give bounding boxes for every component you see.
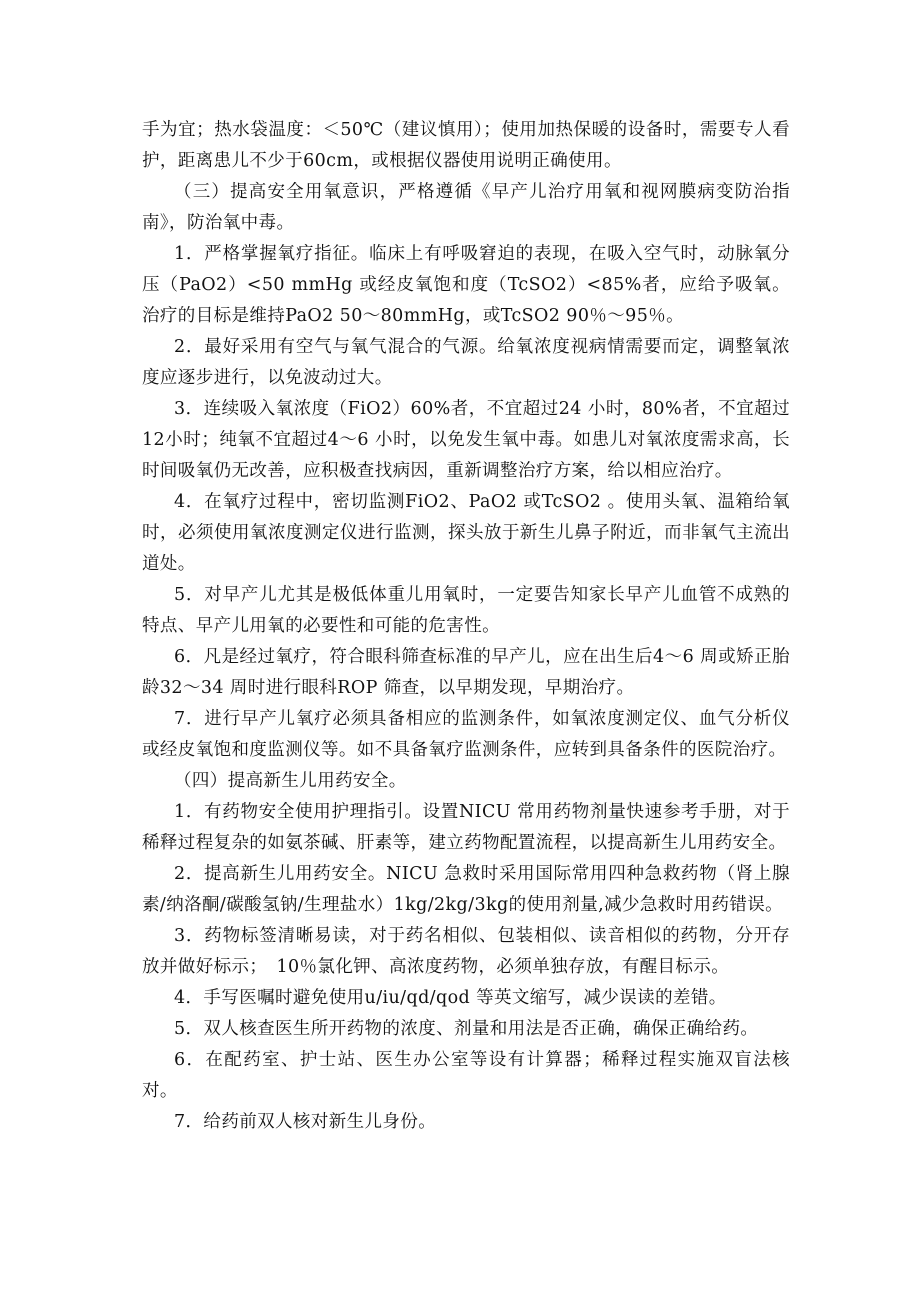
paragraph: 6．在配药室、护士站、医生办公室等设有计算器；稀释过程实施双盲法核对。: [142, 1050, 790, 1101]
paragraph: 6．凡是经过氧疗，符合眼科筛查标准的早产儿，应在出生后4～6 周或矫正胎龄32～34 周时进行眼科ROP 筛查，以早期发现，早期治疗。: [142, 647, 790, 698]
paragraph: 4．手写医嘱时避免使用u/iu/qd/qod 等英文缩写，减少误读的差错。: [174, 988, 727, 1008]
paragraph: 3．药物标签清晰易读，对于药名相似、包装相似、读音相似的药物，分开存放并做好标示； 10％氯化钾、高浓度药物，必须单独存放，有醒目标示。: [142, 926, 790, 977]
paragraph: 手为宜；热水袋温度：＜50℃（建议慎用）；使用加热保暖的设备时，需要专人看护，距离患儿不少于60cm，或根据仪器使用说明正确使用。: [142, 120, 790, 171]
paragraph: 4．在氧疗过程中，密切监测FiO2、PaO2 或TcSO2 。使用头氧、温箱给氧时，必须使用氧浓度测定仪进行监测，探头放于新生儿鼻子附近，而非氧气主流出道处。: [142, 492, 790, 574]
paragraph: 7．给药前双人核对新生儿身份。: [174, 1112, 437, 1132]
paragraph: 2．最好采用有空气与氧气混合的气源。给氧浓度视病情需要而定，调整氧浓度应逐步进行，以免波动过大。: [142, 337, 790, 388]
paragraph: 5．双人核查医生所开药物的浓度、剂量和用法是否正确，确保正确给药。: [174, 1019, 759, 1039]
paragraph: 1．有药物安全使用护理指引。设置NICU 常用药物剂量快速参考手册，对于稀释过程复杂的如氨茶碱、肝素等，建立药物配置流程，以提高新生儿用药安全。: [142, 802, 790, 853]
section-heading-4: （四）提高新生儿用药安全。: [174, 771, 407, 791]
paragraph: 3．连续吸入氧浓度（FiO2）60%者，不宜超过24 小时，80%者，不宜超过12小时；纯氧不宜超过4～6 小时，以免发生氧中毒。如患儿对氧浓度需求高，长时间吸氧仍无改善，应积极查找病因，重新调整治疗方案，给以相应治疗。: [142, 399, 790, 481]
paragraph: 5．对早产儿尤其是极低体重儿用氧时，一定要告知家长早产儿血管不成熟的特点、早产儿用氧的必要性和可能的危害性。: [142, 585, 790, 636]
paragraph: 1．严格掌握氧疗指征。临床上有呼吸窘迫的表现，在吸入空气时，动脉氧分压（PaO2）<50 mmHg 或经皮氧饱和度（TcSO2）<85%者，应给予吸氧。治疗的目标是维持PaO2 50～80mmHg，或TcSO2 90％～95％。: [142, 244, 790, 326]
paragraph: 2．提高新生儿用药安全。NICU 急救时采用国际常用四种急救药物（肾上腺素/纳洛酮/碳酸氢钠/生理盐水）1kg/2kg/3kg的使用剂量,减少急救时用药错误。: [142, 864, 790, 915]
paragraph: 7．进行早产儿氧疗必须具备相应的监测条件，如氧浓度测定仪、血气分析仪或经皮氧饱和度监测仪等。如不具备氧疗监测条件，应转到具备条件的医院治疗。: [142, 709, 790, 760]
document-body: [142, 115, 790, 1138]
section-heading-3: （三）提高安全用氧意识，严格遵循《早产儿治疗用氧和视网膜病变防治指南》，防治氧中毒。: [142, 182, 790, 233]
